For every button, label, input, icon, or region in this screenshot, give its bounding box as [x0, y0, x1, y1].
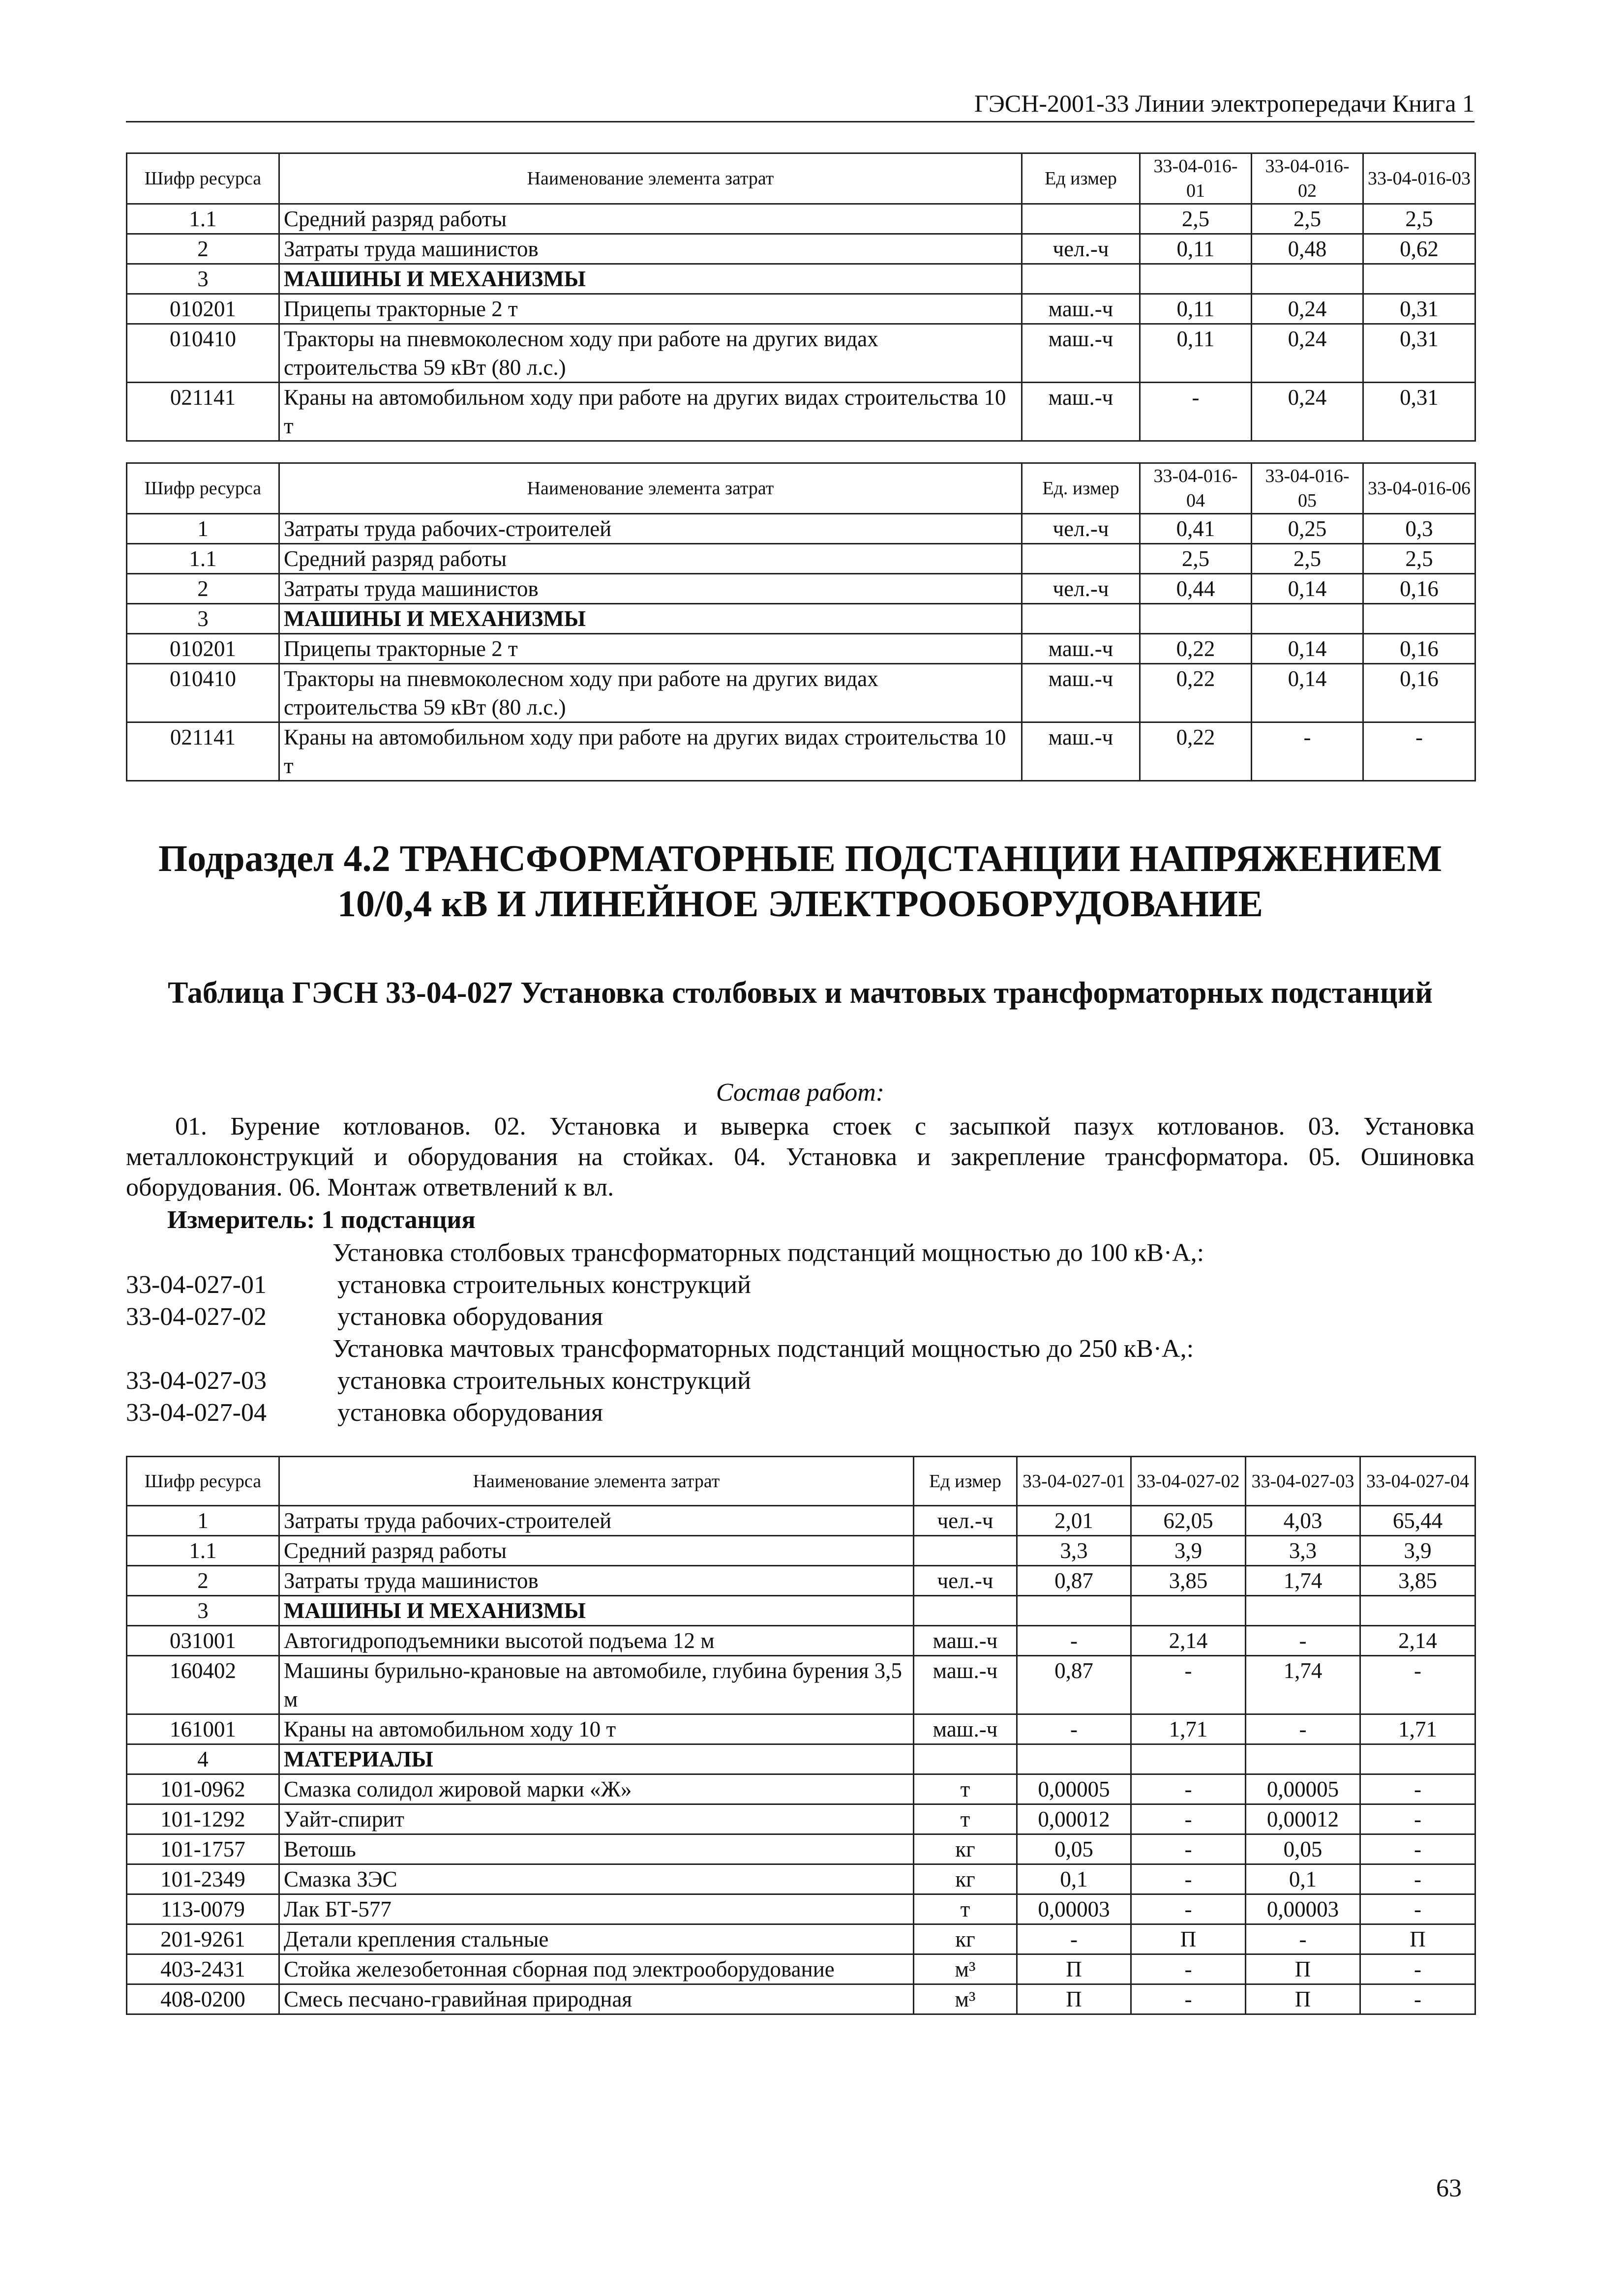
col-header-norm: 33-04-016-05: [1252, 463, 1363, 514]
value-cell: 3,3: [1017, 1536, 1131, 1566]
value-cell: 2,14: [1131, 1626, 1246, 1656]
norm-description: установка строительных конструкций: [337, 1367, 751, 1395]
table-row: [127, 1506, 1475, 1536]
table-row: [127, 1864, 1475, 1894]
value-cell: 0,24: [1252, 383, 1363, 441]
unit-cell: т: [914, 1894, 1017, 1924]
value-cell: 0,48: [1252, 234, 1363, 264]
value-cell: -: [1360, 1834, 1475, 1864]
col-header-norm: 33-04-027-03: [1246, 1457, 1360, 1506]
norm-code: 33-04-027-04: [126, 1399, 267, 1427]
resource-name: Смазка ЗЭС: [279, 1864, 914, 1894]
value-cell: -: [1131, 1834, 1246, 1864]
value-cell: 0,11: [1140, 234, 1252, 264]
value-cell: [1246, 1596, 1360, 1626]
unit-cell: маш.-ч: [914, 1656, 1017, 1714]
resource-name: Затраты труда машинистов: [279, 1566, 914, 1596]
resource-code: 010410: [127, 664, 279, 722]
value-cell: -: [1360, 1984, 1475, 2014]
col-header-name: Наименование элемента затрат: [279, 153, 1022, 204]
value-cell: 62,05: [1131, 1506, 1246, 1536]
col-header-name: Наименование элемента затрат: [279, 1457, 914, 1506]
value-cell: 0,25: [1252, 514, 1363, 544]
resource-name: Средний разряд работы: [279, 1536, 914, 1566]
value-cell: -: [1131, 1656, 1246, 1714]
table-row: [127, 234, 1475, 264]
norm-code-list: [126, 1237, 1474, 1429]
resource-code: 1.1: [127, 544, 279, 574]
resource-name: Уайт-спирит: [279, 1804, 914, 1834]
value-cell: 0,16: [1363, 574, 1475, 604]
value-cell: [1140, 264, 1252, 294]
code-row: [126, 1301, 1474, 1333]
resource-code: 010201: [127, 634, 279, 664]
norm-description: установка оборудования: [337, 1303, 603, 1331]
resource-code: 403-2431: [127, 1954, 279, 1984]
value-cell: 0,22: [1140, 634, 1252, 664]
value-cell: [1246, 1744, 1360, 1774]
value-cell: 0,1: [1017, 1864, 1131, 1894]
value-cell: П: [1017, 1984, 1131, 2014]
table-row: [127, 1894, 1475, 1924]
table-row: [127, 1714, 1475, 1744]
col-header-norm: 33-04-016-01: [1140, 153, 1252, 204]
resource-table-016-01-03: [126, 152, 1476, 442]
value-cell: 0,31: [1363, 324, 1475, 383]
table-row: [127, 324, 1475, 383]
resource-name: Краны на автомобильном ходу при работе на других видах строительства 10 т: [279, 722, 1022, 781]
value-cell: -: [1363, 722, 1475, 781]
work-composition-heading: Состав работ:: [716, 1079, 885, 1107]
resource-code: 101-0962: [127, 1774, 279, 1804]
code-row: [126, 1269, 1474, 1301]
table-row: [127, 1954, 1475, 1984]
value-cell: 0,31: [1363, 383, 1475, 441]
table-row: [127, 664, 1475, 722]
resource-code: 160402: [127, 1656, 279, 1714]
unit-cell: маш.-ч: [914, 1626, 1017, 1656]
value-cell: 4,03: [1246, 1506, 1360, 1536]
value-cell: 2,01: [1017, 1506, 1131, 1536]
value-cell: 0,16: [1363, 634, 1475, 664]
value-cell: [1252, 604, 1363, 634]
value-cell: 0,00003: [1017, 1894, 1131, 1924]
section-row: [127, 1744, 1475, 1774]
table-row: [127, 574, 1475, 604]
resource-name: Машины бурильно-крановые на автомобиле, глубина бурения 3,5 м: [279, 1656, 914, 1714]
resource-name: Краны на автомобильном ходу при работе на других видах строительства 10 т: [279, 383, 1022, 441]
table-row: [127, 1536, 1475, 1566]
col-header-norm: 33-04-016-02: [1252, 153, 1363, 204]
resource-code: 101-1757: [127, 1834, 279, 1864]
value-cell: 0,24: [1252, 324, 1363, 383]
value-cell: -: [1131, 1954, 1246, 1984]
norm-code: 33-04-027-03: [126, 1367, 267, 1395]
resource-name: Средний разряд работы: [279, 204, 1022, 234]
unit-cell: [1022, 544, 1140, 574]
resource-code: 113-0079: [127, 1894, 279, 1924]
resource-name: Прицепы тракторные 2 т: [279, 294, 1022, 324]
resource-code: 2: [127, 574, 279, 604]
value-cell: 3,85: [1360, 1566, 1475, 1596]
value-cell: 0,00005: [1246, 1774, 1360, 1804]
value-cell: 2,5: [1140, 204, 1252, 234]
unit-cell: маш.-ч: [914, 1714, 1017, 1744]
table-row: [127, 204, 1475, 234]
value-cell: -: [1140, 383, 1252, 441]
value-cell: 2,5: [1363, 204, 1475, 234]
value-cell: 1,74: [1246, 1566, 1360, 1596]
table-row: [127, 1626, 1475, 1656]
col-header-code: Шифр ресурса: [127, 463, 279, 514]
resource-name: Средний разряд работы: [279, 544, 1022, 574]
col-header-unit: Ед. измер: [1022, 463, 1140, 514]
col-header-norm: 33-04-027-04: [1360, 1457, 1475, 1506]
value-cell: 3,9: [1360, 1536, 1475, 1566]
resource-code: 4: [127, 1744, 279, 1774]
value-cell: -: [1360, 1954, 1475, 1984]
value-cell: 0,11: [1140, 324, 1252, 383]
value-cell: -: [1360, 1864, 1475, 1894]
resource-code: 021141: [127, 722, 279, 781]
unit-cell: м³: [914, 1954, 1017, 1984]
value-cell: -: [1017, 1924, 1131, 1954]
page-number: 63: [1436, 2174, 1462, 2202]
value-cell: 1,71: [1360, 1714, 1475, 1744]
col-header-code: Шифр ресурса: [127, 1457, 279, 1506]
resource-code: 101-2349: [127, 1864, 279, 1894]
value-cell: 0,3: [1363, 514, 1475, 544]
unit-cell: маш.-ч: [1022, 324, 1140, 383]
unit-cell: чел.-ч: [1022, 574, 1140, 604]
value-cell: -: [1360, 1656, 1475, 1714]
col-header-code: Шифр ресурса: [127, 153, 279, 204]
value-cell: 2,14: [1360, 1626, 1475, 1656]
value-cell: -: [1017, 1626, 1131, 1656]
value-cell: -: [1131, 1864, 1246, 1894]
resource-name: Стойка железобетонная сборная под электрооборудование: [279, 1954, 914, 1984]
col-header-norm: 33-04-016-03: [1363, 153, 1475, 204]
table-row: [127, 1984, 1475, 2014]
table-header-row: [127, 463, 1475, 514]
unit-cell: маш.-ч: [1022, 722, 1140, 781]
col-header-unit: Ед измер: [1022, 153, 1140, 204]
unit-cell: [914, 1596, 1017, 1626]
value-cell: 0,00012: [1017, 1804, 1131, 1834]
resource-name: Смесь песчано-гравийная природная: [279, 1984, 914, 2014]
value-cell: 65,44: [1360, 1506, 1475, 1536]
unit-cell: т: [914, 1804, 1017, 1834]
norm-code: 33-04-027-01: [126, 1271, 267, 1299]
resource-code: 021141: [127, 383, 279, 441]
resource-code: 2: [127, 234, 279, 264]
col-header-name: Наименование элемента затрат: [279, 463, 1022, 514]
resource-name: Детали крепления стальные: [279, 1924, 914, 1954]
value-cell: 0,00003: [1246, 1894, 1360, 1924]
unit-cell: [1022, 204, 1140, 234]
unit-cell: маш.-ч: [1022, 294, 1140, 324]
table-row: [127, 722, 1475, 781]
resource-code: 010201: [127, 294, 279, 324]
resource-code: 161001: [127, 1714, 279, 1744]
section-row: [127, 1596, 1475, 1626]
value-cell: 0,87: [1017, 1656, 1131, 1714]
col-header-norm: 33-04-016-04: [1140, 463, 1252, 514]
table-row: [127, 1774, 1475, 1804]
table-row: [127, 1924, 1475, 1954]
unit-cell: маш.-ч: [1022, 664, 1140, 722]
unit-cell: [914, 1744, 1017, 1774]
norm-description: установка оборудования: [337, 1399, 603, 1427]
value-cell: [1252, 264, 1363, 294]
table-row: [127, 544, 1475, 574]
resource-name: Лак БТ-577: [279, 1894, 914, 1924]
resource-code: 3: [127, 1596, 279, 1626]
value-cell: 1,71: [1131, 1714, 1246, 1744]
value-cell: [1140, 604, 1252, 634]
page-header: ГЭСН-2001-33 Линии электропередачи Книга 1: [126, 89, 1474, 122]
value-cell: 0,44: [1140, 574, 1252, 604]
value-cell: 0,22: [1140, 664, 1252, 722]
resource-name: МАТЕРИАЛЫ: [279, 1744, 914, 1774]
resource-name: Прицепы тракторные 2 т: [279, 634, 1022, 664]
section-row: [127, 604, 1475, 634]
resource-name: Ветошь: [279, 1834, 914, 1864]
value-cell: 2,5: [1140, 544, 1252, 574]
value-cell: -: [1360, 1894, 1475, 1924]
resource-code: 1.1: [127, 1536, 279, 1566]
code-row: [126, 1397, 1474, 1429]
resource-code: 1.1: [127, 204, 279, 234]
code-group-heading: Установка столбовых трансформаторных подстанций мощностью до 100 кВ·А,:: [332, 1239, 1204, 1267]
section-row: [127, 264, 1475, 294]
resource-code: 2: [127, 1566, 279, 1596]
value-cell: [1360, 1596, 1475, 1626]
value-cell: П: [1360, 1924, 1475, 1954]
resource-code: 201-9261: [127, 1924, 279, 1954]
unit-cell: [1022, 264, 1140, 294]
value-cell: 0,14: [1252, 574, 1363, 604]
unit-cell: [1022, 604, 1140, 634]
value-cell: -: [1360, 1774, 1475, 1804]
unit-cell: чел.-ч: [914, 1506, 1017, 1536]
table-header-row: [127, 153, 1475, 204]
value-cell: 2,5: [1363, 544, 1475, 574]
resource-code: 1: [127, 514, 279, 544]
value-cell: 0,11: [1140, 294, 1252, 324]
value-cell: 0,22: [1140, 722, 1252, 781]
table-row: [127, 294, 1475, 324]
table-row: [127, 514, 1475, 544]
col-header-unit: Ед измер: [914, 1457, 1017, 1506]
value-cell: -: [1246, 1924, 1360, 1954]
table-row: [127, 383, 1475, 441]
resource-name: Смазка солидол жировой марки «Ж»: [279, 1774, 914, 1804]
value-cell: 2,5: [1252, 204, 1363, 234]
unit-cell: кг: [914, 1864, 1017, 1894]
unit-cell: м³: [914, 1984, 1017, 2014]
table-row: [127, 1566, 1475, 1596]
table-row: [127, 1804, 1475, 1834]
value-cell: -: [1246, 1714, 1360, 1744]
resource-code: 031001: [127, 1626, 279, 1656]
resource-name: МАШИНЫ И МЕХАНИЗМЫ: [279, 264, 1022, 294]
col-header-norm: 33-04-016-06: [1363, 463, 1475, 514]
value-cell: 0,00005: [1017, 1774, 1131, 1804]
value-cell: -: [1131, 1984, 1246, 2014]
value-cell: -: [1017, 1714, 1131, 1744]
unit-cell: маш.-ч: [1022, 383, 1140, 441]
resource-name: Краны на автомобильном ходу 10 т: [279, 1714, 914, 1744]
measure-unit: Измеритель: 1 подстанция: [167, 1206, 476, 1234]
resource-name: Автогидроподъемники высотой подъема 12 м: [279, 1626, 914, 1656]
resource-name: Затраты труда машинистов: [279, 574, 1022, 604]
resource-name: Тракторы на пневмоколесном ходу при работе на других видах строительства 59 кВт (80 л.с.): [279, 664, 1022, 722]
value-cell: 1,74: [1246, 1656, 1360, 1714]
value-cell: -: [1252, 722, 1363, 781]
table-header-row: [127, 1457, 1475, 1506]
value-cell: 0,14: [1252, 664, 1363, 722]
value-cell: [1131, 1596, 1246, 1626]
resource-table-027: [126, 1456, 1476, 2015]
value-cell: 0,24: [1252, 294, 1363, 324]
table-row: [127, 1656, 1475, 1714]
value-cell: 3,9: [1131, 1536, 1246, 1566]
value-cell: 0,1: [1246, 1864, 1360, 1894]
value-cell: 0,05: [1246, 1834, 1360, 1864]
unit-cell: т: [914, 1774, 1017, 1804]
resource-code: 1: [127, 1506, 279, 1536]
value-cell: П: [1246, 1984, 1360, 2014]
resource-code: 408-0200: [127, 1984, 279, 2014]
norm-code: 33-04-027-02: [126, 1303, 267, 1331]
resource-table-016-04-06: [126, 462, 1476, 781]
unit-cell: маш.-ч: [1022, 634, 1140, 664]
value-cell: -: [1131, 1774, 1246, 1804]
value-cell: [1017, 1596, 1131, 1626]
value-cell: 0,14: [1252, 634, 1363, 664]
value-cell: 3,3: [1246, 1536, 1360, 1566]
table-row: [127, 634, 1475, 664]
resource-code: 101-1292: [127, 1804, 279, 1834]
value-cell: 0,62: [1363, 234, 1475, 264]
value-cell: 0,41: [1140, 514, 1252, 544]
value-cell: П: [1131, 1924, 1246, 1954]
value-cell: -: [1246, 1626, 1360, 1656]
value-cell: [1017, 1744, 1131, 1774]
value-cell: 0,87: [1017, 1566, 1131, 1596]
value-cell: [1363, 604, 1475, 634]
subsection-title: Подраздел 4.2 ТРАНСФОРМАТОРНЫЕ ПОДСТАНЦИИ НАПРЯЖЕНИЕМ 10/0,4 кВ И ЛИНЕЙНОЕ ЭЛЕКТРООБОРУДОВАНИЕ: [158, 838, 1442, 925]
value-cell: 0,05: [1017, 1834, 1131, 1864]
value-cell: [1131, 1744, 1246, 1774]
resource-name: Затраты труда рабочих-строителей: [279, 514, 1022, 544]
value-cell: 0,16: [1363, 664, 1475, 722]
value-cell: 0,00012: [1246, 1804, 1360, 1834]
value-cell: [1360, 1744, 1475, 1774]
code-row: [126, 1365, 1474, 1397]
resource-code: 010410: [127, 324, 279, 383]
value-cell: П: [1017, 1954, 1131, 1984]
unit-cell: [914, 1536, 1017, 1566]
code-group-heading: Установка мачтовых трансформаторных подстанций мощностью до 250 кВ·А,:: [332, 1335, 1194, 1363]
work-composition-text: 01. Бурение котлованов. 02. Установка и выверка стоек с засыпкой пазух котлованов. 03. Установка металлоконструкций и оборудования на стойках. 04. Установка и закрепление трансформатора. 05. Ошиновка оборудования. 06. Монтаж ответвлений к вл.: [126, 1112, 1474, 1201]
table-row: [127, 1834, 1475, 1864]
resource-name: Затраты труда рабочих-строителей: [279, 1506, 914, 1536]
value-cell: 3,85: [1131, 1566, 1246, 1596]
resource-name: Затраты труда машинистов: [279, 234, 1022, 264]
norm-description: установка строительных конструкций: [337, 1271, 751, 1299]
unit-cell: кг: [914, 1924, 1017, 1954]
unit-cell: чел.-ч: [914, 1566, 1017, 1596]
col-header-norm: 33-04-027-02: [1131, 1457, 1246, 1506]
unit-cell: кг: [914, 1834, 1017, 1864]
value-cell: 0,31: [1363, 294, 1475, 324]
value-cell: -: [1131, 1894, 1246, 1924]
col-header-norm: 33-04-027-01: [1017, 1457, 1131, 1506]
value-cell: 2,5: [1252, 544, 1363, 574]
unit-cell: чел.-ч: [1022, 234, 1140, 264]
resource-code: 3: [127, 604, 279, 634]
resource-name: МАШИНЫ И МЕХАНИЗМЫ: [279, 1596, 914, 1626]
resource-name: МАШИНЫ И МЕХАНИЗМЫ: [279, 604, 1022, 634]
resource-name: Тракторы на пневмоколесном ходу при работе на других видах строительства 59 кВт (80 л.с.): [279, 324, 1022, 383]
value-cell: П: [1246, 1954, 1360, 1984]
value-cell: -: [1360, 1804, 1475, 1834]
value-cell: [1363, 264, 1475, 294]
resource-code: 3: [127, 264, 279, 294]
unit-cell: чел.-ч: [1022, 514, 1140, 544]
value-cell: -: [1131, 1804, 1246, 1834]
table-title: Таблица ГЭСН 33-04-027 Установка столбовых и мачтовых трансформаторных подстанций: [168, 976, 1433, 1010]
